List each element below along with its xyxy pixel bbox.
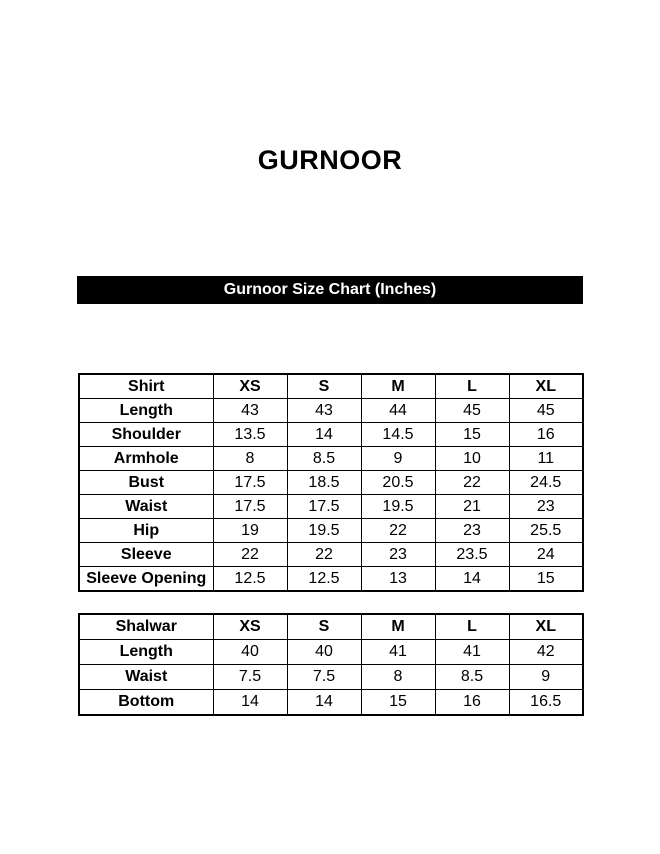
size-value-cell: 17.5	[213, 495, 287, 519]
size-value-cell: 23.5	[435, 543, 509, 567]
table-row	[79, 665, 583, 690]
size-value-cell: 43	[287, 399, 361, 423]
size-value-cell: 14	[287, 423, 361, 447]
size-value-cell: 9	[361, 447, 435, 471]
row-label: Waist	[79, 495, 213, 519]
size-chart-banner	[77, 276, 583, 304]
size-value-cell: 11	[509, 447, 583, 471]
table-title-cell: Shirt	[79, 374, 213, 399]
row-label: Sleeve Opening	[79, 567, 213, 592]
size-value-cell: 23	[435, 519, 509, 543]
size-value-cell: 14	[435, 567, 509, 592]
size-header-cell: XS	[213, 614, 287, 640]
table-row	[79, 543, 583, 567]
size-value-cell: 19.5	[361, 495, 435, 519]
size-value-cell: 24.5	[509, 471, 583, 495]
size-value-cell: 14.5	[361, 423, 435, 447]
banner-label: Gurnoor Size Chart (Inches)	[223, 281, 437, 298]
size-value-cell: 15	[435, 423, 509, 447]
row-label: Armhole	[79, 447, 213, 471]
size-value-cell: 40	[287, 640, 361, 665]
size-value-cell: 18.5	[287, 471, 361, 495]
size-value-cell: 23	[361, 543, 435, 567]
shalwar-size-table	[78, 613, 584, 716]
row-label: Bust	[79, 471, 213, 495]
size-value-cell: 44	[361, 399, 435, 423]
size-value-cell: 41	[361, 640, 435, 665]
table-row	[79, 399, 583, 423]
size-value-cell: 8.5	[435, 665, 509, 690]
size-header-cell: XL	[509, 374, 583, 399]
size-header-cell: S	[287, 374, 361, 399]
size-value-cell: 16	[435, 690, 509, 716]
size-value-cell: 25.5	[509, 519, 583, 543]
row-label: Hip	[79, 519, 213, 543]
size-value-cell: 23	[509, 495, 583, 519]
table-header-row	[79, 374, 583, 399]
size-value-cell: 19.5	[287, 519, 361, 543]
size-value-cell: 16.5	[509, 690, 583, 716]
size-header-cell: L	[435, 614, 509, 640]
size-header-cell: M	[361, 374, 435, 399]
table-title-cell: Shalwar	[79, 614, 213, 640]
size-value-cell: 17.5	[213, 471, 287, 495]
table-row	[79, 423, 583, 447]
row-label: Shoulder	[79, 423, 213, 447]
size-value-cell: 7.5	[213, 665, 287, 690]
size-value-cell: 22	[435, 471, 509, 495]
size-value-cell: 9	[509, 665, 583, 690]
table-row	[79, 640, 583, 665]
size-value-cell: 42	[509, 640, 583, 665]
table-row	[79, 519, 583, 543]
table-header-row	[79, 614, 583, 640]
size-value-cell: 12.5	[213, 567, 287, 592]
size-header-cell: M	[361, 614, 435, 640]
size-value-cell: 22	[213, 543, 287, 567]
table-row	[79, 690, 583, 716]
table-row	[79, 471, 583, 495]
size-value-cell: 20.5	[361, 471, 435, 495]
size-value-cell: 13.5	[213, 423, 287, 447]
size-value-cell: 41	[435, 640, 509, 665]
row-label: Sleeve	[79, 543, 213, 567]
size-header-cell: S	[287, 614, 361, 640]
size-header-cell: XS	[213, 374, 287, 399]
size-value-cell: 43	[213, 399, 287, 423]
size-value-cell: 16	[509, 423, 583, 447]
size-value-cell: 14	[213, 690, 287, 716]
size-value-cell: 8.5	[287, 447, 361, 471]
row-label: Length	[79, 640, 213, 665]
size-value-cell: 45	[435, 399, 509, 423]
size-value-cell: 24	[509, 543, 583, 567]
size-value-cell: 15	[361, 690, 435, 716]
size-value-cell: 19	[213, 519, 287, 543]
size-value-cell: 8	[213, 447, 287, 471]
size-value-cell: 22	[287, 543, 361, 567]
size-value-cell: 21	[435, 495, 509, 519]
size-value-cell: 17.5	[287, 495, 361, 519]
size-value-cell: 22	[361, 519, 435, 543]
size-value-cell: 45	[509, 399, 583, 423]
size-value-cell: 7.5	[287, 665, 361, 690]
row-label: Waist	[79, 665, 213, 690]
size-value-cell: 15	[509, 567, 583, 592]
size-value-cell: 14	[287, 690, 361, 716]
size-value-cell: 10	[435, 447, 509, 471]
size-value-cell: 12.5	[287, 567, 361, 592]
brand-title: GURNOOR	[257, 145, 403, 175]
size-value-cell: 40	[213, 640, 287, 665]
table-row	[79, 495, 583, 519]
size-header-cell: XL	[509, 614, 583, 640]
size-value-cell: 8	[361, 665, 435, 690]
shirt-size-table	[78, 373, 584, 592]
table-row	[79, 567, 583, 592]
table-row	[79, 447, 583, 471]
size-value-cell: 13	[361, 567, 435, 592]
row-label: Length	[79, 399, 213, 423]
row-label: Bottom	[79, 690, 213, 716]
size-header-cell: L	[435, 374, 509, 399]
